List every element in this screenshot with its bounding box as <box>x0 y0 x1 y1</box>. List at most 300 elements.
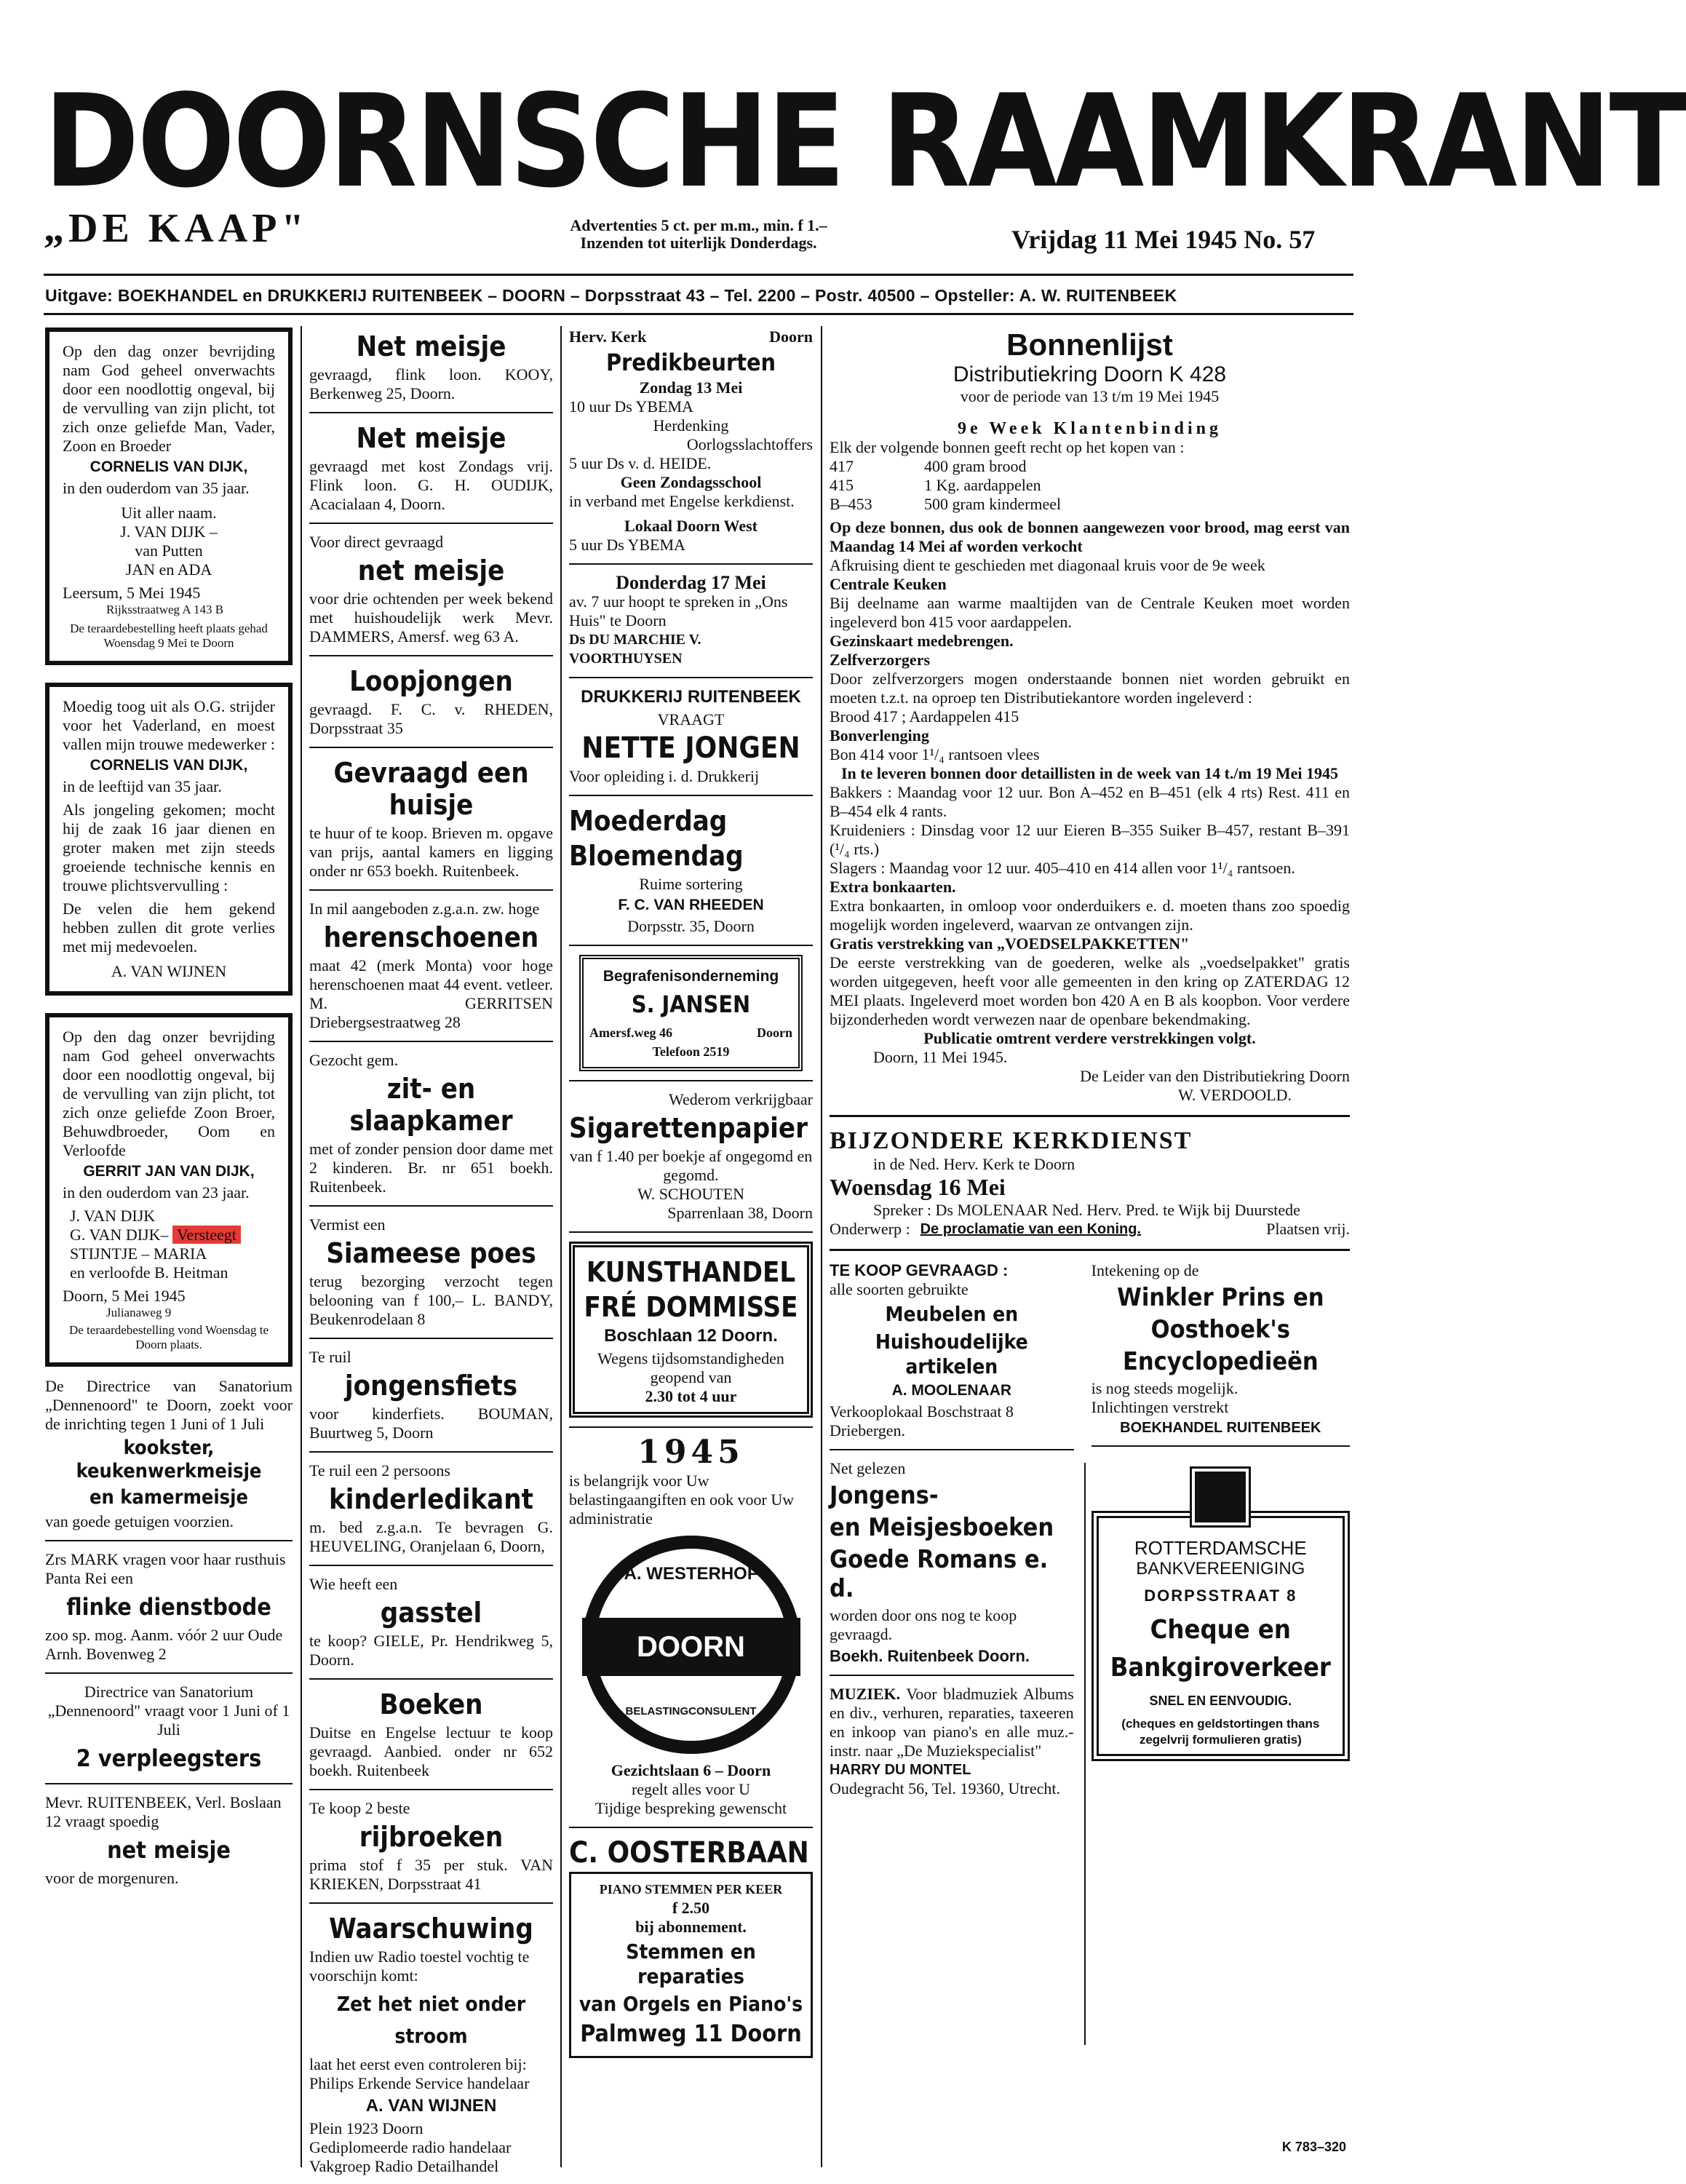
ad-pre: Voor direct gevraagd <box>309 533 444 551</box>
ad-text: Ruime sortering <box>639 875 743 893</box>
column-4 <box>830 327 1350 1798</box>
ad-heading: Siameese poes <box>326 1237 536 1269</box>
church-line: 10 uur Ds YBEMA <box>569 397 693 416</box>
divider <box>309 523 553 524</box>
ad-text: maat 42 (merk Monta) voor hoge herenschoenen maat 44 event. vetleer. M. GERRITSEN Driebergsestraatweg 28 <box>309 956 553 1031</box>
ad-pre: Intekening op de <box>1091 1261 1199 1279</box>
ad-heading: Encyclopedieën <box>1122 1347 1319 1376</box>
books-ad <box>830 1459 1074 1666</box>
obituary-2 <box>45 683 293 996</box>
ration-title: Bonnenlijst <box>1006 327 1173 362</box>
ad-heading: Bloemendag <box>569 840 744 872</box>
divider <box>309 747 553 748</box>
ad-text: prima stof f 35 per stuk. VAN KRIEKEN, Dorpsstraat 41 <box>309 1856 553 1893</box>
church-line: Lokaal Doorn West <box>624 517 757 535</box>
ad-price: f 2.50 <box>672 1899 710 1917</box>
bank-ad <box>1091 1469 1350 1761</box>
divider <box>830 1675 1074 1676</box>
mothersday-ad <box>569 805 813 936</box>
church-date: Zondag 13 Mei <box>639 378 743 397</box>
radio-warning-ad <box>309 1913 553 2176</box>
ad-text: is nog steeds mogelijk. <box>1091 1379 1238 1397</box>
ad-text: gevraagd, flink loon. KOOY, Berkenweg 25, Doorn. <box>309 365 553 402</box>
service-text: av. 7 uur hoopt te spreken in „Ons Huis" te Doorn <box>569 592 788 630</box>
rule-top <box>44 274 1353 276</box>
ad-text: van goede getuigen voorzien. <box>45 1512 234 1530</box>
special-service <box>830 1127 1350 1239</box>
ad-text: VRAAGT <box>657 710 725 728</box>
service-text: in de Ned. Herv. Kerk te Doorn <box>873 1155 1075 1173</box>
ad-verpleegsters <box>45 1683 293 1774</box>
ad-name: W. SCHOUTEN <box>637 1185 745 1203</box>
obituary-place: Doorn, 5 Mei 1945 <box>63 1287 186 1305</box>
ad-name: A. MOOLENAAR <box>891 1382 1012 1399</box>
tax-stamp <box>582 1536 800 1754</box>
ad-heading: en kamermeisje <box>90 1486 248 1509</box>
ad-heading: net meisje <box>107 1836 231 1864</box>
obituary-intro: Moedig toog uit als O.G. strijder voor het Vaderland, en moest vallen mijn trouwe medewerker : <box>63 697 276 753</box>
ad-pre: Vermist een <box>309 1215 386 1234</box>
ad-heading: gasstel <box>380 1597 482 1629</box>
ad-heading: Bankgiroverkeer <box>1110 1653 1331 1683</box>
ad-text: Wegens tijdsomstandigheden geopend van <box>597 1349 784 1386</box>
divider <box>309 1902 553 1904</box>
ad-heading: Boeken <box>379 1688 483 1720</box>
obituary-age: in de leeftijd van 35 jaar. <box>63 777 222 795</box>
divider <box>309 1205 553 1207</box>
ad-heading: MUZIEK. <box>830 1685 901 1703</box>
ad-text: Duitse en Engelse lectuur te koop gevraagd. Aanbied. onder nr 652 boekh. Ruitenbeek <box>309 1723 553 1779</box>
obituary-burial: De teraardebestelling vond Woensdag te Doorn plaats. <box>68 1323 269 1351</box>
ad-heading: ROTTERDAMSCHE <box>1134 1537 1307 1559</box>
obituary-sign: STIJNTJE – MARIA <box>70 1244 207 1263</box>
music-ad <box>830 1685 1074 1798</box>
ad-heading: Sigarettenpapier <box>569 1112 808 1144</box>
church-schedule <box>569 327 813 555</box>
ad-address: Oudegracht 56, Tel. 19360, Utrecht. <box>830 1779 1060 1798</box>
ad-heading: Loopjongen <box>349 665 513 697</box>
ad-text: Mevr. RUITENBEEK, Verl. Boslaan 12 vraagt spoedig <box>45 1793 282 1830</box>
ration-desc: 400 gram brood <box>924 457 1027 475</box>
ad-net-meisje <box>45 1793 293 1888</box>
ration-subheading: Zelfverzorgers <box>830 651 931 669</box>
ration-subheading: Bonverlenging <box>830 726 929 744</box>
ad-text: voor drie ochtenden per week bekend met huishoudelijk werk Mevr. DAMMERS, Amersf. weg 63 A. <box>309 589 553 646</box>
ad-pre: In mil aangeboden z.g.a.n. zw. hoge <box>309 900 540 918</box>
ad-text: (cheques en geldstortingen thans zegelvrij formulieren gratis) <box>1121 1717 1320 1747</box>
ad-heading: 2 verpleegsters <box>76 1744 262 1772</box>
ration-sign: De Leider van den Distributiekring Doorn <box>1080 1067 1350 1085</box>
obituary-sign: en verloofde B. Heitman <box>70 1263 228 1282</box>
ad-address <box>589 1023 792 1042</box>
ration-subheading: Centrale Keuken <box>830 575 947 593</box>
service-date: Woensdag 16 Mei <box>830 1174 1006 1200</box>
ad-pre: Te ruil een 2 persoons <box>309 1461 450 1480</box>
piano-tuner-ad <box>569 1837 813 2058</box>
ad-heading: kinderledikant <box>329 1483 533 1515</box>
ad-text: Voor bladmuziek Albums en div., verhuren, reparaties, taxeeren en inkoop van piano's en alle muz.-instr. naar „De Muziekspecialist" <box>830 1685 1074 1760</box>
ad-sanatorium-1 <box>45 1377 293 1531</box>
ad-heading: net meisje <box>357 555 505 587</box>
encyclopedia-ad <box>1091 1261 1350 1437</box>
ad-heading: kookster, keukenwerkmeisje <box>76 1437 262 1482</box>
ad-address: Sparrenlaan 38, Doorn <box>667 1204 813 1222</box>
ration-period: voor de periode van 13 t/m 19 Mei 1945 <box>960 387 1220 405</box>
divider <box>309 655 553 656</box>
ad-heading: Stemmen en reparaties <box>626 1939 756 1988</box>
ad-text: worden door ons nog te koop gevraagd. <box>830 1606 1017 1643</box>
ad-text: regelt alles voor U <box>631 1780 751 1798</box>
ad-heading: herenschoenen <box>323 921 539 953</box>
ad-heading: Goede Romans e. d. <box>830 1545 1049 1603</box>
obituary-3 <box>45 1013 293 1367</box>
ration-desc: 500 gram kindermeel <box>924 495 1062 513</box>
imprint: Uitgave: BOEKHANDEL en DRUKKERIJ RUITENBEEK – DOORN – Dorpsstraat 43 – Tel. 2200 – Postr. 40500 – Opsteller: A. W. RUITENBEEK <box>45 286 1177 305</box>
ration-list <box>830 327 1350 1105</box>
divider <box>830 1115 1350 1117</box>
column-rule <box>560 326 562 2167</box>
ration-sign: W. VERDOOLD. <box>1178 1086 1292 1104</box>
ad-heading: Gevraagd een huisje <box>333 757 529 821</box>
ad-heading: flinke dienstbode <box>66 1593 271 1621</box>
ad-heading: Oosthoek's <box>1150 1315 1290 1344</box>
ad-text: Voor opleiding i. d. Drukkerij <box>569 767 760 785</box>
ad-text: De Directrice van Sanatorium „Dennenoord" te Doorn, zoekt voor de inrichting tegen 1 Juni of 1 Juli <box>45 1377 293 1433</box>
obituary-sign-name: G. VAN DIJK– <box>70 1226 169 1244</box>
furniture-wanted-ad <box>830 1261 1074 1440</box>
ration-date: Doorn, 11 Mei 1945. <box>873 1048 1008 1066</box>
obituary-name: CORNELIS VAN DIJK, <box>90 757 248 774</box>
divider <box>45 1540 293 1541</box>
ration-text: Afkruising dient te geschieden met diagonaal kruis voor de 9e week <box>830 556 1265 574</box>
ration-text: Extra bonkaarten, in omloop voor onderduikers e. d. moeten thans zoo spoedig mogelijk worden ingeleverd, waarvan ze ontvangen zijn. <box>830 897 1350 934</box>
ad-deadline: Inzenden tot uiterlijk Donderdags. <box>580 234 817 252</box>
ad-text: te huur of te koop. Brieven m. opgave van prijs, aantal kamers en ligging onder nr 653 boekh. Ruitenbeek. <box>309 824 553 880</box>
ration-week: 9e Week Klantenbinding <box>958 419 1222 438</box>
ad-text: Tijdige bespreking gewenscht <box>595 1799 787 1817</box>
ad-name: S. JANSEN <box>631 990 751 1018</box>
stamp-middle: DOORN <box>582 1618 800 1676</box>
divider <box>569 1426 813 1428</box>
masthead-title: DOORNSCHE RAAMKRANT <box>44 67 1686 216</box>
service-text: Plaatsen vrij. <box>1266 1220 1350 1238</box>
ad-heading: zit- en slaapkamer <box>349 1073 513 1137</box>
divider <box>1091 1445 1350 1447</box>
service-preacher: Ds DU MARCHIE V. VOORTHUYSEN <box>569 632 701 667</box>
obituary-text: Als jongeling gekomen; mocht hij de zaak 16 jaar dienen en groter maken met zijn steeds groeiende technische kennis en trouwe plichtsvervulling : <box>63 801 275 894</box>
obituary-age: in den ouderdom van 35 jaar. <box>63 479 250 497</box>
obituary-sign <box>63 1226 275 1244</box>
divider <box>569 563 813 565</box>
ad-name: HARRY DU MONTEL <box>830 1762 971 1778</box>
obituary-sign: J. VAN DIJK <box>70 1207 156 1225</box>
bottom-ads-right <box>1081 1261 1350 1798</box>
ad-heading: Palmweg 11 Doorn <box>580 2020 802 2047</box>
ration-subheading: Gratis verstrekking van „VOEDSELPAKKETTEN" <box>830 934 1190 953</box>
divider <box>309 412 553 413</box>
ration-code: B–453 <box>830 495 872 513</box>
church-line: 5 uur Ds v. d. HEIDE. <box>569 454 712 472</box>
divider <box>569 677 813 678</box>
classified-ad <box>309 1051 553 1196</box>
divider <box>830 1449 1074 1450</box>
art-dealer-ad <box>569 1242 813 1418</box>
divider <box>309 1451 553 1453</box>
stamp-bottom: BELASTINGCONSULENT <box>625 1705 757 1718</box>
ad-text: zoo sp. mog. Aanm. vóór 2 uur Oude Arnh. Bovenweg 2 <box>45 1626 283 1663</box>
service-text: Spreker : Ds MOLENAAR Ned. Herv. Pred. te Wijk bij Duurstede <box>873 1201 1300 1219</box>
ration-subtitle: Distributiekring Doorn K 428 <box>953 362 1227 386</box>
ad-text: voor kinderfiets. BOUMAN, Buurtweg 5, Doorn <box>309 1405 553 1442</box>
bottom-ads <box>830 1261 1350 1798</box>
church-line: Geen Zondagsschool <box>620 473 762 491</box>
ration-text: Gezinskaart medebrengen. <box>830 632 1014 650</box>
ad-heading: Net meisje <box>356 422 506 454</box>
ration-text: Door zelfverzorgers mogen onderstaande bonnen niet worden gebruikt en moeten t.z.t. na oproep ten Distributiekantore worden ingeleverd : <box>830 670 1350 707</box>
stamp-top: A. WESTERHOF <box>624 1564 758 1584</box>
obituary-sign: J. VAN DIJK – <box>120 523 218 541</box>
obituary-1 <box>45 327 293 665</box>
church-line: Herdenking <box>653 416 729 434</box>
ad-heading: NETTE JONGEN <box>581 731 800 765</box>
thursday-service <box>569 573 813 668</box>
ration-text: Kruideniers : Dinsdag voor 12 uur Eieren B–355 Suiker B–457, restant B–391 (¹/₄ rts.) <box>830 821 1350 858</box>
column-2 <box>309 327 553 2176</box>
cigarette-paper-ad <box>569 1090 813 1223</box>
ad-dienstbode <box>45 1550 293 1664</box>
ad-text: Indien uw Radio toestel vochtig te voorschijn komt: <box>309 1947 530 1985</box>
ad-heading: Zet het niet onder stroom <box>336 1992 526 2048</box>
ad-heading: Winkler Prins en <box>1117 1283 1324 1312</box>
divider <box>45 1783 293 1784</box>
obituary-place: Leersum, 5 Mei 1945 <box>63 584 201 602</box>
ration-subheading: In te leveren bonnen door detaillisten in de week van 14 t./m 19 Mei 1945 <box>840 764 1338 782</box>
ad-heading: van Orgels en Piano's <box>578 1992 803 2016</box>
ad-pre: Gezocht gem. <box>309 1051 399 1069</box>
ration-text: De eerste verstrekking van de goederen, welke als „voedselpakket" gratis worden uitgegeven, heeft voor alle gemeenten in den kring op ZATERDAG 12 MEI plaats. Ingeleverd moet worden bon 420 A en B als koopbon. Voor verdere bijzonderheden wordt verwezen naar de openbare bekendmaking. <box>830 953 1350 1028</box>
divider <box>569 945 813 946</box>
ad-heading: BANKVEREENIGING <box>1136 1559 1305 1579</box>
classified-ad <box>309 757 553 881</box>
footer-code: K 783–320 <box>1281 2140 1346 2154</box>
ad-text: met of zonder pension door dame met 2 kinderen. Br. nr 651 boekh. Ruitenbeek. <box>309 1140 553 1196</box>
ad-heading: Begrafenisonderneming <box>603 968 779 985</box>
divider <box>830 1249 1350 1251</box>
ad-text: m. bed z.g.a.n. Te bevragen G. HEUVELING, Oranjelaan 6, Doorn, <box>309 1518 553 1555</box>
printer-ad <box>569 687 813 786</box>
service-heading: Donderdag 17 Mei <box>616 572 766 593</box>
classified-ad <box>309 1688 553 1780</box>
ad-heading: FRÉ DOMMISSE <box>584 1291 798 1323</box>
ad-text: Gediplomeerde radio handelaar Vakgroep Radio Detailhandel <box>309 2138 512 2175</box>
ration-text: Brood 417 ; Aardappelen 415 <box>830 707 1019 726</box>
ad-heading: Huishoudelijke artikelen <box>875 1330 1028 1378</box>
classified-ad <box>309 1461 553 1556</box>
ad-pre: Te ruil <box>309 1348 351 1366</box>
ad-heading: rijbroeken <box>359 1821 504 1853</box>
undertaker-ad <box>579 955 803 1071</box>
ad-pre: Te koop 2 beste <box>309 1799 410 1817</box>
ad-heading: C. OOSTERBAAN <box>569 1836 809 1870</box>
classified-ad <box>309 330 553 403</box>
obituary-intro: Op den dag onzer bevrijding nam God geheel onverwachts door een noodlottig ongeval, bij de vervulling van zijn plicht, tot zich onze geliefde Zoon Broer, Behuwdbroeder, Oom en Verloofde <box>63 1028 275 1159</box>
ration-code: 415 <box>830 476 854 494</box>
ration-item <box>830 457 1350 476</box>
ration-text: Slagers : Maandag voor 12 uur. 405–410 en 414 allen voor 1¹/₄ rantsoen. <box>830 859 1295 877</box>
ad-heading: jongensfiets <box>344 1370 518 1402</box>
ad-text: PIANO STEMMEN PER KEER <box>599 1882 783 1897</box>
ration-text: Elk der volgende bonnen geeft recht op het kopen van : <box>830 438 1185 456</box>
ad-pre: Wie heeft een <box>309 1575 398 1593</box>
classified-ad <box>309 900 553 1032</box>
rule-imprint <box>44 313 1353 315</box>
masthead-subtitle: „DE KAAP" <box>44 206 309 251</box>
church-top <box>569 327 813 346</box>
ad-text: laat het eerst even controleren bij: Philips Erkende Service handelaar <box>309 2055 530 2092</box>
bottom-ads-left <box>830 1261 1081 1798</box>
ration-text: Bij deelname aan warme maaltijden van de Centrale Keuken moet worden ingeleverd bon 415 voor aardappelen. <box>830 594 1350 631</box>
classified-ad <box>309 1575 553 1669</box>
ration-text: Publicatie omtrent verdere verstrekkingen volgt. <box>923 1029 1256 1047</box>
obituary-sign: Uit aller naam. <box>121 504 217 522</box>
obituary-age: in den ouderdom van 23 jaar. <box>63 1183 250 1202</box>
ad-text: bij abonnement. <box>635 1918 747 1936</box>
obituary-text: De velen die hem gekend hebben zullen dit grote verlies met mij medevoelen. <box>63 900 275 956</box>
ad-heading: Meubelen en <box>885 1302 1019 1326</box>
ad-heading: Moederdag <box>569 805 728 837</box>
ad-name: BOEKHANDEL RUITENBEEK <box>1120 1420 1321 1436</box>
church-line: in verband met Engelse kerkdienst. <box>569 492 795 510</box>
divider <box>45 1672 293 1674</box>
ad-hours: 2.30 tot 4 uur <box>645 1387 737 1405</box>
column-rule <box>301 326 302 2167</box>
church-town: Doorn <box>769 327 813 346</box>
ad-town: Doorn <box>757 1025 792 1040</box>
ad-heading: 1945 <box>637 1434 744 1471</box>
ad-text: van f 1.40 per boekje af ongegomd en gegomd. <box>569 1147 813 1184</box>
column-3 <box>569 327 813 2058</box>
divider <box>569 1231 813 1233</box>
ad-pre: Wederom verkrijgbaar <box>669 1090 813 1108</box>
ad-heading: en Meisjesboeken <box>830 1513 1054 1542</box>
divider <box>309 1565 553 1566</box>
column-1 <box>45 327 293 1888</box>
bank-logo-icon <box>1192 1469 1249 1525</box>
ad-rate: Advertenties 5 ct. per m.m., min. f 1.– <box>570 216 827 234</box>
church-line: Oorlogsslachtoffers <box>686 435 813 453</box>
service-topic-line <box>830 1220 1350 1239</box>
ration-text: Bon 414 voor 1¹/₄ rantsoen vlees <box>830 745 1040 763</box>
ad-phone: Telefoon 2519 <box>652 1044 730 1059</box>
highlight-label: Versteegt <box>172 1226 241 1244</box>
obituary-sign: A. VAN WIJNEN <box>111 962 227 980</box>
ad-heading: Waarschuwing <box>329 1913 533 1945</box>
bank-box <box>1091 1511 1350 1761</box>
divider <box>309 889 553 891</box>
ad-address: Boschlaan 12 Doorn. <box>604 1326 778 1346</box>
divider <box>309 1678 553 1680</box>
divider <box>309 1789 553 1790</box>
church-heading: Predikbeurten <box>605 349 776 376</box>
ad-text: Directrice van Sanatorium „Dennenoord" vraagt voor 1 Juni of 1 Juli <box>47 1683 290 1739</box>
ration-item <box>830 495 1350 514</box>
ad-name: F. C. VAN RHEEDEN <box>618 897 764 913</box>
ration-desc: 1 Kg. aardappelen <box>924 476 1041 494</box>
classified-ad <box>309 665 553 738</box>
ad-heading: Jongens- <box>830 1481 939 1510</box>
ad-address: Dorpsstr. 35, Doorn <box>627 917 755 935</box>
column-rule <box>821 326 822 2167</box>
classified-ad <box>309 422 553 514</box>
ration-code: 417 <box>830 457 854 475</box>
obituary-burial: De teraardebestelling heeft plaats gehad Woensdag 9 Mei te Doorn <box>70 622 268 650</box>
obituary-name: CORNELIS VAN DIJK, <box>90 458 248 475</box>
ad-name: A. VAN WIJNEN <box>365 2096 497 2116</box>
classified-ad <box>309 1215 553 1329</box>
ad-heading: KUNSTHANDEL <box>586 1256 796 1288</box>
divider <box>309 1338 553 1339</box>
divider <box>309 1041 553 1042</box>
ad-heading: Cheque en <box>1150 1615 1291 1645</box>
ad-name: Boekh. Ruitenbeek Doorn. <box>830 1647 1030 1665</box>
ad-address: Plein 1923 Doorn <box>309 2119 424 2137</box>
ad-heading: DRUKKERIJ RUITENBEEK <box>581 687 801 707</box>
ad-text: gevraagd. F. C. v. RHEDEN, Dorpsstraat 35 <box>309 700 553 737</box>
tax-consultant-ad <box>569 1434 813 1818</box>
ad-heading: Net meisje <box>356 330 506 362</box>
ad-text: Zrs MARK vragen voor haar rusthuis Panta Rei een <box>45 1550 286 1587</box>
ad-address: DORPSSTRAAT 8 <box>1144 1587 1297 1605</box>
ad-text: Inlichtingen verstrekt <box>1091 1398 1229 1416</box>
ad-text: alle soorten gebruikte <box>830 1280 969 1298</box>
church-name: Herv. Kerk <box>569 327 647 346</box>
ad-address: Gezichtslaan 6 – Doorn <box>611 1761 771 1779</box>
ration-text: Op deze bonnen, dus ook de bonnen aangewezen voor brood, mag eerst van Maandag 14 Mei af worden verkocht <box>830 518 1350 555</box>
piano-box <box>569 1872 813 2058</box>
service-topic: De proclamatie van een Koning. <box>920 1221 1141 1237</box>
obituary-sign: JAN en ADA <box>125 560 212 579</box>
ad-text: is belangrijk voor Uw belastingaangiften en ook voor Uw administratie <box>569 1472 795 1528</box>
divider <box>569 1827 813 1828</box>
issue-date: Vrijdag 11 Mei 1945 No. 57 <box>1011 225 1316 254</box>
classified-ad <box>309 533 553 646</box>
ad-pre: Net gelezen <box>830 1459 906 1477</box>
classified-ad <box>309 1799 553 1894</box>
obituary-name: GERRIT JAN VAN DIJK, <box>83 1163 255 1180</box>
obituary-address: Julianaweg 9 <box>106 1306 172 1319</box>
obituary-address: Rijksstraatweg A 143 B <box>106 603 224 616</box>
ad-text: SNEL EN EENVOUDIG. <box>1149 1693 1292 1708</box>
ad-address: Verkooplokaal Boschstraat 8 Driebergen. <box>830 1402 1014 1440</box>
divider <box>569 795 813 796</box>
ad-text: te koop? GIELE, Pr. Hendrikweg 5, Doorn. <box>309 1632 553 1669</box>
ad-text: terug bezorging verzocht tegen belooning van f 100,– L. BANDY, Beukenrodelaan 8 <box>309 1272 553 1328</box>
ration-item <box>830 476 1350 495</box>
ration-subheading: Extra bonkaarten. <box>830 878 956 896</box>
church-line: 5 uur Ds YBEMA <box>569 536 685 554</box>
classified-ad <box>309 1348 553 1442</box>
ad-street: Amersf.weg 46 <box>589 1025 672 1040</box>
ad-text: voor de morgenuren. <box>45 1869 179 1887</box>
service-heading: BIJZONDERE KERKDIENST <box>830 1127 1193 1154</box>
ration-text: Bakkers : Maandag voor 12 uur. Bon A–452 en B–451 (elk 4 rts) Rest. 411 en B–454 elk 4 rants. <box>830 783 1350 820</box>
ad-heading: TE KOOP GEVRAAGD : <box>830 1261 1009 1279</box>
divider <box>569 1080 813 1081</box>
ad-text: gevraagd met kost Zondags vrij. Flink loon. G. H. OUDIJK, Acacialaan 4, Doorn. <box>309 457 553 513</box>
obituary-sign: van Putten <box>135 541 203 560</box>
ad-info <box>528 217 870 252</box>
obituary-intro: Op den dag onzer bevrijding nam God geheel onverwachts door een noodlottig ongeval, bij de vervulling van zijn plicht, tot zich onze geliefde Man, Vader, Zoon en Broeder <box>63 342 275 455</box>
